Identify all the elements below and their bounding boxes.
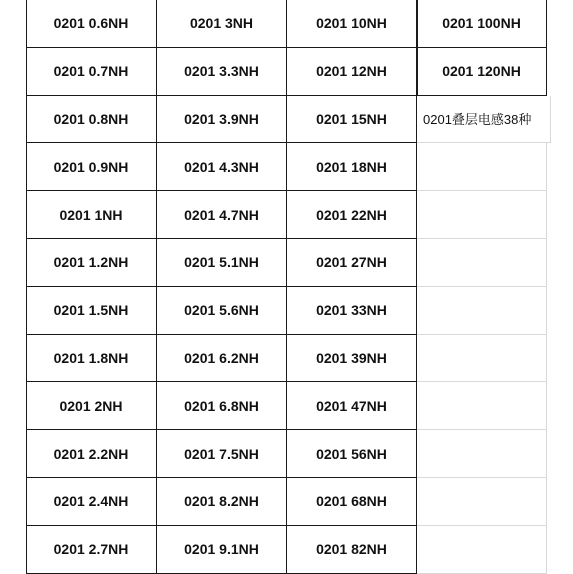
table-cell[interactable]: 0201 27NH bbox=[287, 239, 417, 287]
table-empty-cell[interactable] bbox=[417, 143, 547, 191]
table-cell[interactable]: 0201 2NH bbox=[26, 382, 157, 430]
table-cell[interactable]: 0201 2.2NH bbox=[26, 430, 157, 478]
table-cell[interactable]: 0201 82NH bbox=[287, 526, 417, 574]
column4-left-border bbox=[417, 0, 418, 96]
table-cell[interactable]: 0201 6.2NH bbox=[157, 335, 287, 383]
table-cell[interactable]: 0201 1.8NH bbox=[26, 335, 157, 383]
table-cell[interactable]: 0201 0.8NH bbox=[26, 96, 157, 144]
table-empty-cell[interactable] bbox=[417, 287, 547, 335]
table-empty-cell[interactable] bbox=[417, 526, 547, 574]
table-cell[interactable]: 0201 18NH bbox=[287, 143, 417, 191]
table-cell[interactable]: 0201 3.9NH bbox=[157, 96, 287, 144]
table-cell[interactable]: 0201 39NH bbox=[287, 335, 417, 383]
table-cell[interactable]: 0201 4.7NH bbox=[157, 191, 287, 239]
table-empty-cell[interactable] bbox=[417, 335, 547, 383]
table-cell[interactable]: 0201 5.6NH bbox=[157, 287, 287, 335]
table-cell[interactable]: 0201 1.5NH bbox=[26, 287, 157, 335]
table-cell[interactable]: 0201 1.2NH bbox=[26, 239, 157, 287]
table-cell[interactable]: 0201 6.8NH bbox=[157, 382, 287, 430]
table-cell[interactable]: 0201 33NH bbox=[287, 287, 417, 335]
table-cell[interactable]: 0201 0.6NH bbox=[26, 0, 157, 48]
table-cell[interactable]: 0201 3.3NH bbox=[157, 48, 287, 96]
table-cell[interactable]: 0201 9.1NH bbox=[157, 526, 287, 574]
table-cell[interactable]: 0201 7.5NH bbox=[157, 430, 287, 478]
table-cell[interactable]: 0201 22NH bbox=[287, 191, 417, 239]
table-empty-cell[interactable] bbox=[417, 191, 547, 239]
table-note-cell[interactable]: 0201叠层电感38种 bbox=[417, 96, 551, 144]
table-cell[interactable]: 0201 0.7NH bbox=[26, 48, 157, 96]
table-cell[interactable]: 0201 3NH bbox=[157, 0, 287, 48]
table-cell[interactable]: 0201 56NH bbox=[287, 430, 417, 478]
table-empty-cell[interactable] bbox=[417, 239, 547, 287]
table-cell[interactable]: 0201 0.9NH bbox=[26, 143, 157, 191]
table-left-border bbox=[26, 0, 27, 574]
table-empty-cell[interactable] bbox=[417, 478, 547, 526]
table-cell[interactable]: 0201 120NH bbox=[417, 48, 547, 96]
table-cell[interactable]: 0201 8.2NH bbox=[157, 478, 287, 526]
table-cell[interactable]: 0201 2.7NH bbox=[26, 526, 157, 574]
table-empty-cell[interactable] bbox=[417, 382, 547, 430]
table-cell[interactable]: 0201 68NH bbox=[287, 478, 417, 526]
table-cell[interactable]: 0201 15NH bbox=[287, 96, 417, 144]
table-cell[interactable]: 0201 10NH bbox=[287, 0, 417, 48]
table-cell[interactable]: 0201 12NH bbox=[287, 48, 417, 96]
table-empty-cell[interactable] bbox=[417, 430, 547, 478]
table-cell[interactable]: 0201 4.3NH bbox=[157, 143, 287, 191]
table-cell[interactable]: 0201 5.1NH bbox=[157, 239, 287, 287]
table-cell[interactable]: 0201 1NH bbox=[26, 191, 157, 239]
table-cell[interactable]: 0201 100NH bbox=[417, 0, 547, 48]
table-cell[interactable]: 0201 2.4NH bbox=[26, 478, 157, 526]
table-cell[interactable]: 0201 47NH bbox=[287, 382, 417, 430]
